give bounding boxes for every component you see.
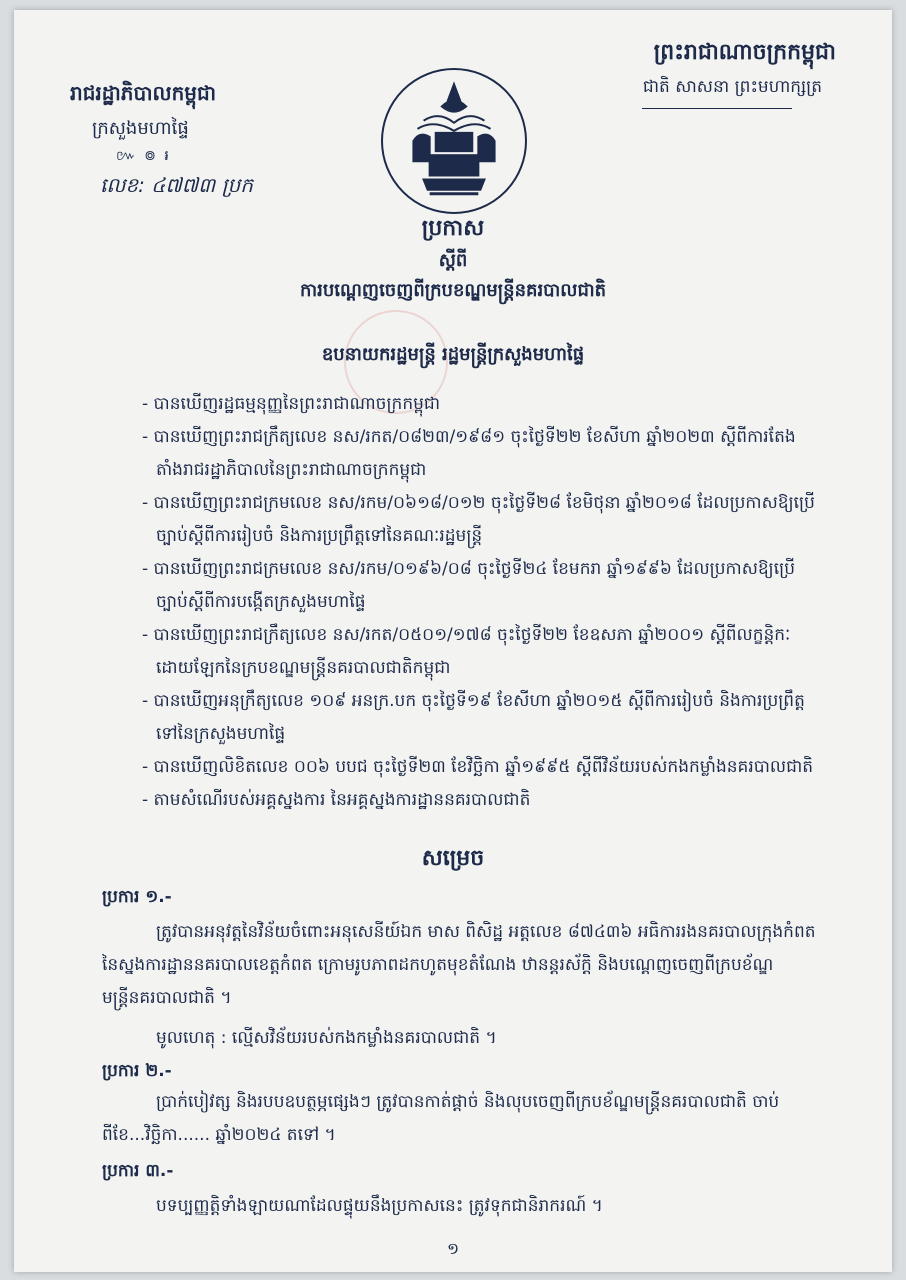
reference-line: - បានឃើញលិខិតលេខ ០០៦ បបជ ចុះថ្ងៃទី២៣ ខែវិច្ឆិកា ឆ្នាំ១៩៩៥ ស្តីពីវិន័យរបស់កងកម្លាំងនគរបាលជាតិ [142,757,814,777]
article-1-line: នៃស្នងការដ្ឋាននគរបាលខេត្តកំពត ក្រោមរូបភាពដកហូតមុខតំណែង ឋានន្តរស័ក្តិ និងបណ្តេញចេញពីក្របខ័ណ្ឌ [102,955,774,975]
kingdom-heading: ព្រះរាជាណាចក្រកម្ពុជា [653,40,836,65]
article-2-line: ប្រាក់បៀវត្ស និងរបបឧបត្ថម្ភផ្សេងៗ ត្រូវបានកាត់ផ្តាច់ និងលុបចេញពីក្របខ័ណ្ឌមន្ត្រីនគរបាលជាតិ ចាប់ [156,1092,780,1112]
article-2-line: ពីខែ...វិច្ឆិកា...... ឆ្នាំ២០២៤ តទៅ ។ [102,1125,336,1145]
article-1-line: ត្រូវបានអនុវត្តនៃវិន័យចំពោះអនុសេនីយ៍ឯក មាស ពិសិដ្ឋ អត្តលេខ ៨៧៤៣៦ អធិការរងនគរបាលក្រុងកំពត [156,922,816,942]
reference-line: - បានឃើញអនុក្រឹត្យលេខ ១០៩ អនក្រ.បក ចុះថ្ងៃទី១៩ ខែសីហា ឆ្នាំ២០១៥ ស្តីពីការរៀបចំ និងការប្រព្រឹត្ត [142,691,805,711]
government-name: រាជរដ្ឋាភិបាលកម្ពុជា [70,81,216,105]
reference-line: - បានឃើញព្រះរាជក្រឹត្យលេខ នស/រកត/០៨២៣/១៩៨១ ចុះថ្ងៃទី២២ ខែសីហា ឆ្នាំ២០២៣ ស្តីពីការតែង [142,427,796,447]
article-2-label: ប្រការ ២.- [102,1061,172,1081]
article-1-label: ប្រការ ១.- [102,887,172,907]
article-3-line: បទប្បញ្ញត្តិទាំងឡាយណាដែលផ្ទុយនឹងប្រកាសនេះ ត្រូវទុកជានិរាករណ៍ ។ [156,1196,603,1216]
ornament-divider: ៚ ៙ ៛ [116,148,171,164]
ministry-emblem-icon [381,68,527,214]
ministry-name: ក្រសួងមហាផ្ទៃ [92,118,189,139]
references-list [142,388,862,817]
issuing-authority: ឧបនាយករដ្ឋមន្ត្រី រដ្ឋមន្ត្រីក្រសួងមហាផ្ទៃ [321,344,585,365]
reference-line: - បានឃើញរដ្ឋធម្មនុញ្ញនៃព្រះរាជាណាចក្រកម្ពុជា [142,394,441,414]
article-1-reason: មូលហេតុ : ល្មើសវិន័យរបស់កងកម្លាំងនគរបាលជាតិ ។ [156,1028,497,1048]
reference-line: ច្បាប់ស្តីពីការរៀបចំ និងការប្រព្រឹត្តទៅនៃគណៈរដ្ឋមន្ត្រី [156,526,483,546]
document-number: លេខ: ៤៧៧៣ ប្រក [100,173,253,197]
article-3-label: ប្រការ ៣.- [102,1161,174,1181]
reference-line: - បានឃើញព្រះរាជក្រឹត្យលេខ នស/រកត/០៥០១/១៧៨ ចុះថ្ងៃទី២២ ខែឧសភា ឆ្នាំ២០០១ ស្តីពីលក្ខន្តិកៈ [142,625,791,645]
decision-heading: សម្រេច [421,846,485,871]
reference-line: - បានឃើញព្រះរាជក្រមលេខ នស/រកម/០៦១៨/០១២ ចុះថ្ងៃទី២៨ ខែមិថុនា ឆ្នាំ២០១៨ ដែលប្រកាសឱ្យប្រើ [142,493,815,513]
proclamation-subject: ការបណ្តេញចេញពីក្របខណ្ឌមន្ត្រីនគរបាលជាតិ [299,280,607,301]
reference-line: ទៅនៃក្រសួងមហាផ្ទៃ [156,724,286,744]
reference-line: - បានឃើញព្រះរាជក្រមលេខ នស/រកម/០១៩៦/០៨ ចុះថ្ងៃទី២៤ ខែមករា ឆ្នាំ១៩៩៦ ដែលប្រកាសឱ្យប្រើ [142,559,795,579]
national-motto: ជាតិ សាសនា ព្រះមហាក្សត្រ [642,77,822,97]
page-number: ១ [446,1239,460,1258]
article-1-line: មន្ត្រីនគរបាលជាតិ ។ [102,988,232,1008]
reference-line: ដោយឡែកនៃក្របខណ្ឌមន្ត្រីនគរបាលជាតិកម្ពុជា [156,658,451,678]
reference-line: - តាមសំណើរបស់អគ្គស្នងការ នៃអគ្គស្នងការដ្ឋាននគរបាលជាតិ [142,790,531,810]
reference-line: តាំងរាជរដ្ឋាភិបាលនៃព្រះរាជាណាចក្រកម្ពុជា [156,460,427,480]
proclamation-title: ប្រកាស [421,216,485,241]
title-about: ស្តីពី [438,250,468,271]
motto-divider [642,108,792,109]
reference-line: ច្បាប់ស្តីពីការបង្កើតក្រសួងមហាផ្ទៃ [156,592,366,612]
emblem-drawing-icon [383,70,525,212]
document-page [14,10,892,1272]
